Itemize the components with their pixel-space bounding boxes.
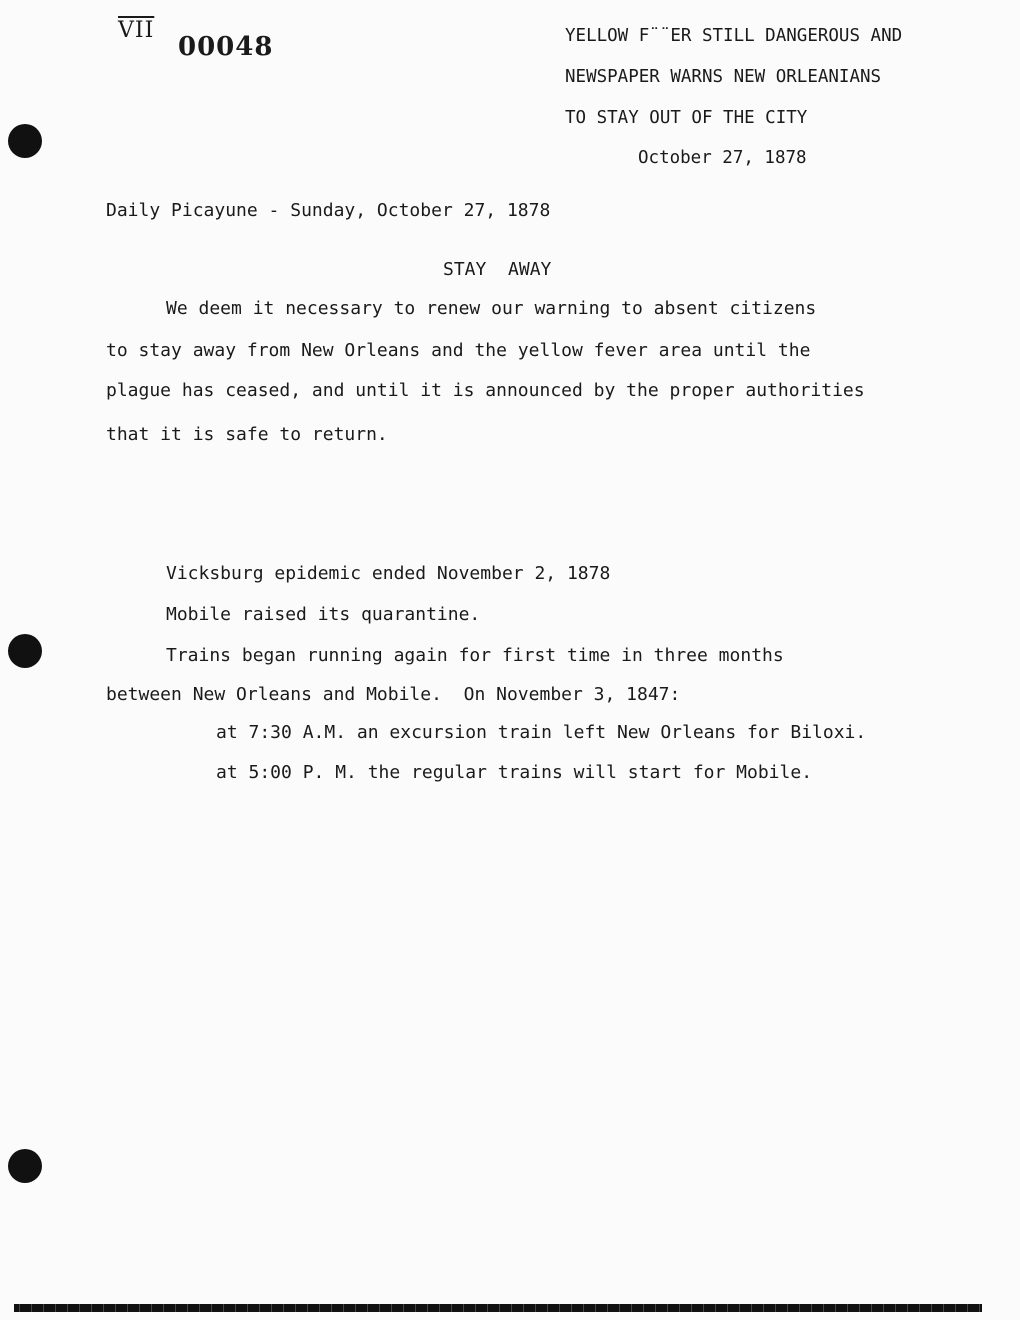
heading-line-2: NEWSPAPER WARNS NEW ORLEANIANS — [565, 67, 882, 87]
heading-date: October 27, 1878 — [638, 148, 807, 168]
document-number: 00048 — [178, 32, 274, 62]
note-line-4: between New Orleans and Mobile. On November 3, 1847: — [106, 684, 681, 705]
heading-line-3: TO STAY OUT OF THE CITY — [565, 108, 808, 128]
note-line-6: at 5:00 P. M. the regular trains will start for Mobile. — [216, 762, 813, 783]
bottom-scan-edge — [14, 1304, 982, 1312]
note-line-1: Vicksburg epidemic ended November 2, 1878 — [166, 563, 611, 584]
article-line-2: to stay away from New Orleans and the yellow fever area until the — [106, 340, 811, 361]
heading-line-1: YELLOW F¨¨ER STILL DANGEROUS AND — [565, 26, 903, 46]
note-line-5: at 7:30 A.M. an excursion train left New Orleans for Biloxi. — [216, 722, 867, 743]
article-line-1: We deem it necessary to renew our warning to absent citizens — [166, 298, 817, 319]
article-title: STAY AWAY — [443, 259, 552, 280]
source-line: Daily Picayune - Sunday, October 27, 1878 — [106, 200, 551, 221]
note-line-2: Mobile raised its quarantine. — [166, 604, 481, 625]
archive-mark: $\overline{VII}$ — [118, 18, 155, 43]
note-line-3: Trains began running again for first time in three months — [166, 645, 784, 666]
article-line-4: that it is safe to return. — [106, 424, 388, 445]
article-line-3: plague has ceased, and until it is announced by the proper authorities — [106, 380, 865, 401]
punch-hole-middle — [8, 634, 42, 668]
punch-hole-top — [8, 124, 42, 158]
punch-hole-bottom — [8, 1149, 42, 1183]
